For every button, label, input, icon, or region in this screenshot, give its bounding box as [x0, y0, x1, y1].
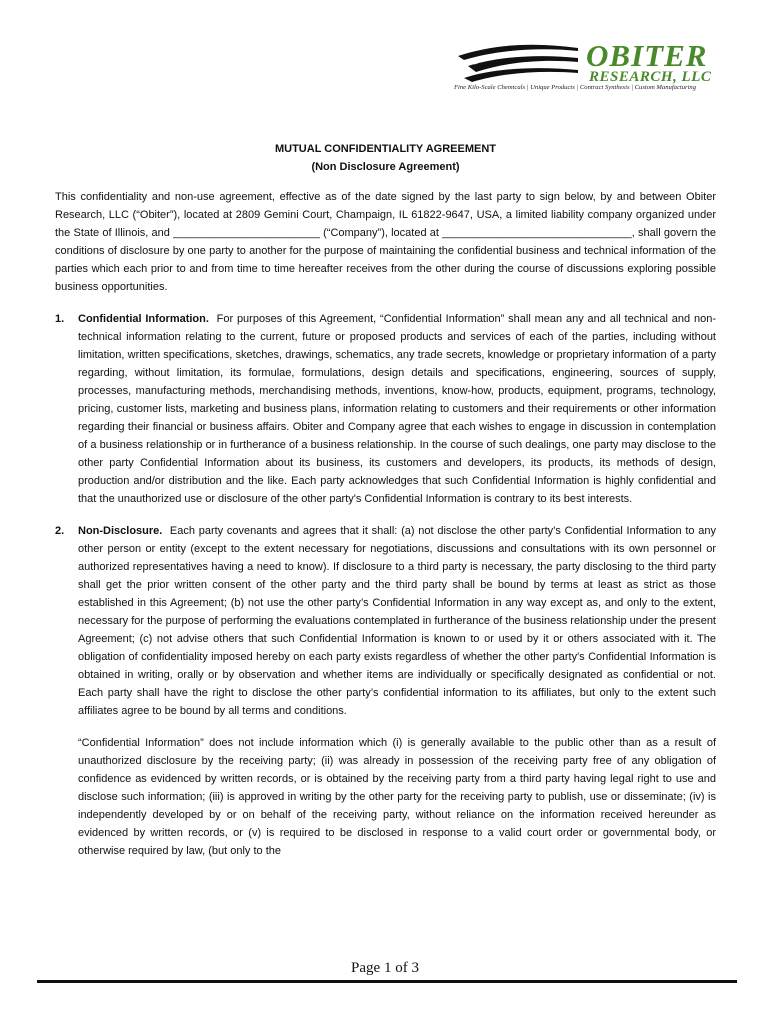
company-logo [446, 40, 726, 98]
company-name-line2: RESEARCH, LLC [589, 69, 712, 85]
section-body [78, 522, 716, 720]
section-non-disclosure [55, 522, 716, 720]
exclusions-paragraph: “Confidential Information” does not include information which (i) is generally available to the public other than as a result of unauthorized disclosure by the receiving party; (ii) was already in possession of the receiving party free of any obligation of confidence as evidenced by written records, or is obtained by the receiving party from a third party having legal right to use and disclose such information; (iii) is approved in writing by the other party for the receiving party to publish, use or disseminate; (iv) is independently developed by or on behalf of the receiving party, without reliance on the information received hereunder as evidenced by written records, or (v) is required to be disclosed in response to a valid court order or governmental body, or otherwise required by law, (but only to the [78, 737, 716, 857]
document-title: MUTUAL CONFIDENTIALITY AGREEMENT [274, 143, 496, 155]
section-text: For purposes of this Agreement, “Confidential Information” shall mean any and all technical and non-technical information relating to the current, future or proposed products and services of each of the parties, including without limitation, written specifications, sketches, drawings, schematics, any trade secrets, knowledge or proprietary information of a party regarding, without limitation, its formulae, formulations, design details and specifications, engineering, sources of supply, processes, manufacturing methods, merchandising methods, inventions, know-how, products, equipment, programs, technology, pricing, customer lists, marketing and business plans, information relating to customers and their requirements or other information regarding their financial or business affairs. Obiter and Company agree that each wishes to engage in discussion in contemplation of a business relationship or in furtherance of a business relationship. In the course of such dealings, one party may disclose to the other party Confidential Information about its business, its customers and developers, its products, its methods of design, production and/or distribution and the like. Each party acknowledges that such Confidential Information is highly confidential and that the unauthorized use or disclosure of the other party's Confidential Information is contrary to its best interests. [78, 313, 716, 505]
section-heading: Non-Disclosure. [78, 525, 163, 537]
section-body [78, 310, 716, 508]
company-name [586, 40, 711, 85]
footer-divider [37, 980, 737, 983]
road-swoosh-icon [454, 42, 582, 82]
section-heading: Confidential Information. [78, 313, 209, 325]
section-text: Each party covenants and agrees that it shall: (a) not disclose the other party’s Confidential Information to any other person or entity (except to the extent necessary for negotiations, discussions and consultations with its own personnel or authorized representatives having a need to know). If disclosure to a third party is necessary, the party disclosing to the third party shall get the prior written consent of the other party and the third party shall be bound by terms at least as strict as those established in this Agreement; (b) not use the other party’s Confidential Information in any way except as, and only to the extent, necessary for the purpose of performing the evaluations contemplated in furtherance of the business relationship under the present Agreement; (c) not advise others that such Confidential Information is known to or used by it or others associated with it. The obligation of confidentiality imposed hereby on each party exists regardless of whether the other party's Confidential Information is obtained in writing, orally or by observation and whether items are individually or specifically designated as confidential or not. Each party shall have the right to disclose the other party’s confidential information to its affiliates, but only to the extent such affiliates agree to be bound by all terms and conditions. [78, 525, 716, 717]
company-tagline: Fine Kilo-Scale Chemicals | Unique Products | Contract Synthesis | Custom Manufacturing [454, 84, 696, 91]
company-name-line1: OBITER [586, 38, 708, 73]
intro-paragraph: This confidentiality and non-use agreement, effective as of the date signed by the last party to sign below, by and between Obiter Research, LLC (“Obiter”), located at 2809 Gemini Court, Champaign, IL 61822-9647, USA, a limited liability company organized under the State of Illinois, and ________________________ (“Company”), located at _______________________________, shall govern the conditions of disclosure by one party to another for the purpose of maintaining the confidential business and technical information of the parties which each prior to and from time to time hereafter receives from the other during the course of discussions exploring possible business opportunities. [55, 191, 716, 293]
section-confidential-information [55, 310, 716, 508]
page-number: Page 1 of 3 [351, 960, 419, 976]
document-body [55, 140, 716, 860]
document-subtitle: (Non Disclosure Agreement) [311, 161, 460, 173]
section-number: 2. [55, 525, 65, 537]
section-number: 1. [55, 313, 65, 325]
